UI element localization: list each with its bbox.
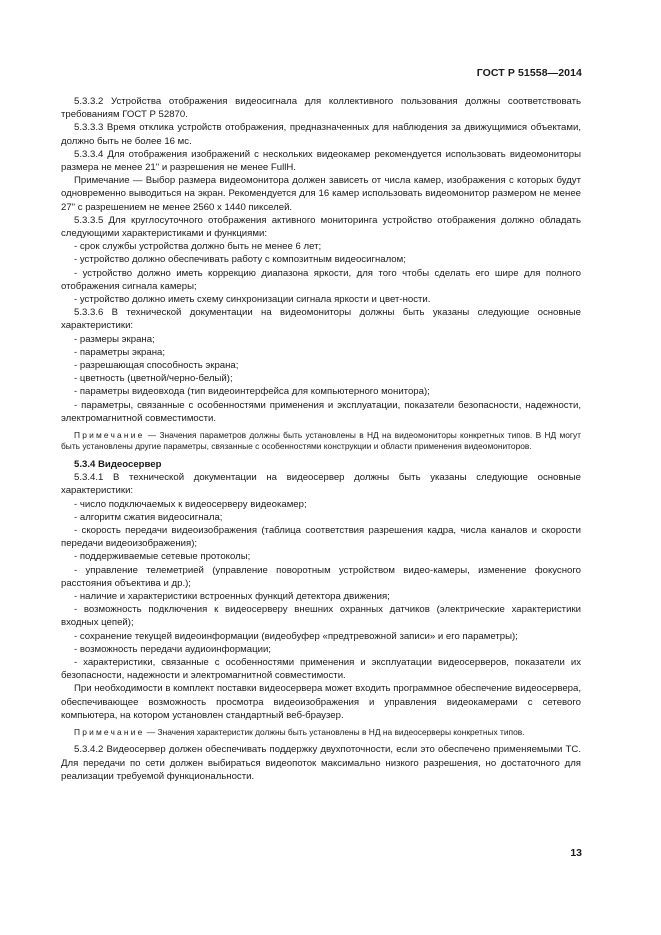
inline-note: Примечание — Выбор размера видеомонитора должен зависеть от числа камер, изображения с которых будут одновременно выводиться на экран. Рекомендуется для 16 камер использовать видеомонитор размером не менее 27" с разрешением не менее 2560 x 1440 пикселей.: [61, 175, 581, 213]
note-label: Примечание: [74, 430, 145, 441]
paragraph: 5.3.4.1 В технической документации на видеосервер должны быть указаны следующие основные характеристики:: [61, 472, 581, 497]
paragraph: При необходимости в комплект поставки видеосервера может входить программное обеспечение видеосервера, обеспечивающее возможность просмотра видеоизображения и управления видеокамерами с сетевого компьютера, на котором установлен стандартный веб-браузер.: [61, 683, 581, 721]
paragraph: 5.3.3.4 Для отображения изображений с нескольких видеокамер рекомендуется использовать видеомониторы размера не менее 21" и разрешения не менее FullH.: [61, 148, 581, 174]
list-item: - число подключаемых к видеосерверу видеокамер;: [74, 498, 307, 510]
section-title: 5.3.4 Видеосервер: [74, 458, 162, 470]
paragraph: 5.3.3.2 Устройства отображения видеосигнала для коллективного пользования должны соответствовать требованиям ГОСТ Р 52870.: [61, 96, 581, 121]
list-item: - скорость передачи видеоизображения (таблица соответствия разрешения кадра, числа каналов и скорости передачи видеоизображения);: [61, 524, 581, 550]
list-item: - управление телеметрией (управление поворотным устройством видео-камеры, изменение фокусного расстояния объектива и др.);: [61, 564, 581, 589]
list-item: - поддерживаемые сетевые протоколы;: [74, 551, 251, 563]
list-item: - размеры экрана;: [74, 333, 155, 345]
list-item: - цветность (цветной/черно-белый);: [74, 373, 233, 385]
note-label: Примечание: [74, 726, 145, 737]
list-item: - наличие и характеристики встроенных функций детектора движения;: [74, 590, 390, 602]
list-item: - устройство должно иметь схему синхронизации сигнала яркости и цвет-ности.: [74, 294, 431, 306]
list-item: - срок службы устройства должно быть не менее 6 лет;: [74, 241, 322, 253]
paragraph: 5.3.3.6 В технической документации на видеомониторы должны быть указаны следующие основные характеристики:: [61, 307, 581, 332]
paragraph: 5.3.4.2 Видеосервер должен обеспечивать поддержку двухпоточности, если это обеспечено применяемыми ТС. Для передачи по сети должен выбираться видеопоток максимально низкого разрешения, но достаточного для реализации требуемой функциональности.: [61, 744, 581, 782]
list-item: - алгоритм сжатия видеосигнала;: [74, 511, 223, 523]
list-item: - параметры, связанные с особенностями применения и эксплуатации, показатели безопасности, надежности, электромагнитной совместимости.: [61, 399, 581, 424]
note-block: [61, 727, 581, 738]
page-number: 13: [570, 847, 582, 859]
list-item: - сохранение текущей видеоинформации (видеобуфер «предтревожной записи» и его параметры);: [74, 630, 518, 642]
list-item: - устройство должно иметь коррекцию диапазона яркости, для того чтобы сделать его шире для полного отображения сигнала камеры;: [61, 267, 581, 292]
list-item: - возможность передачи аудиоинформации;: [74, 643, 271, 655]
list-item: - устройство должно обеспечивать работу с композитным видеосигналом;: [74, 254, 406, 266]
note-text: — Значения характеристик должны быть установлены в НД на видеосерверы конкретных типов.: [144, 726, 525, 737]
page-content: [61, 95, 581, 783]
page-header-standard-id: ГОСТ Р 51558—2014: [476, 67, 582, 79]
paragraph: 5.3.3.3 Время отклика устройств отображения, предназначенных для наблюдения за движущимися объектами, должно быть не более 16 мс.: [61, 122, 581, 147]
note-block: [61, 430, 581, 453]
list-item: - параметры видеовхода (тип видеоинтерфейса для компьютерного монитора);: [74, 386, 430, 398]
list-item: - характеристики, связанные с особенностями применения и эксплуатации видеосерверов, показатели их безопасности, надежности и электромагнитной совместимости.: [61, 656, 581, 682]
paragraph: 5.3.3.5 Для круглосуточного отображения активного мониторинга устройство отображения должно обладать следующими характеристиками и функциями:: [61, 214, 581, 240]
note-text: — Значения параметров должны быть установлены в НД на видеомониторы конкретных типов. В НД могут быть установлены другие параметры, связанные с особенностями конструкции и области применения видеомониторов.: [61, 430, 581, 452]
list-item: - параметры экрана;: [74, 346, 166, 358]
list-item: - возможность подключения к видеосерверу внешних охранных датчиков (электрические характеристики входных цепей);: [61, 604, 581, 629]
list-item: - разрешающая способность экрана;: [74, 360, 239, 372]
